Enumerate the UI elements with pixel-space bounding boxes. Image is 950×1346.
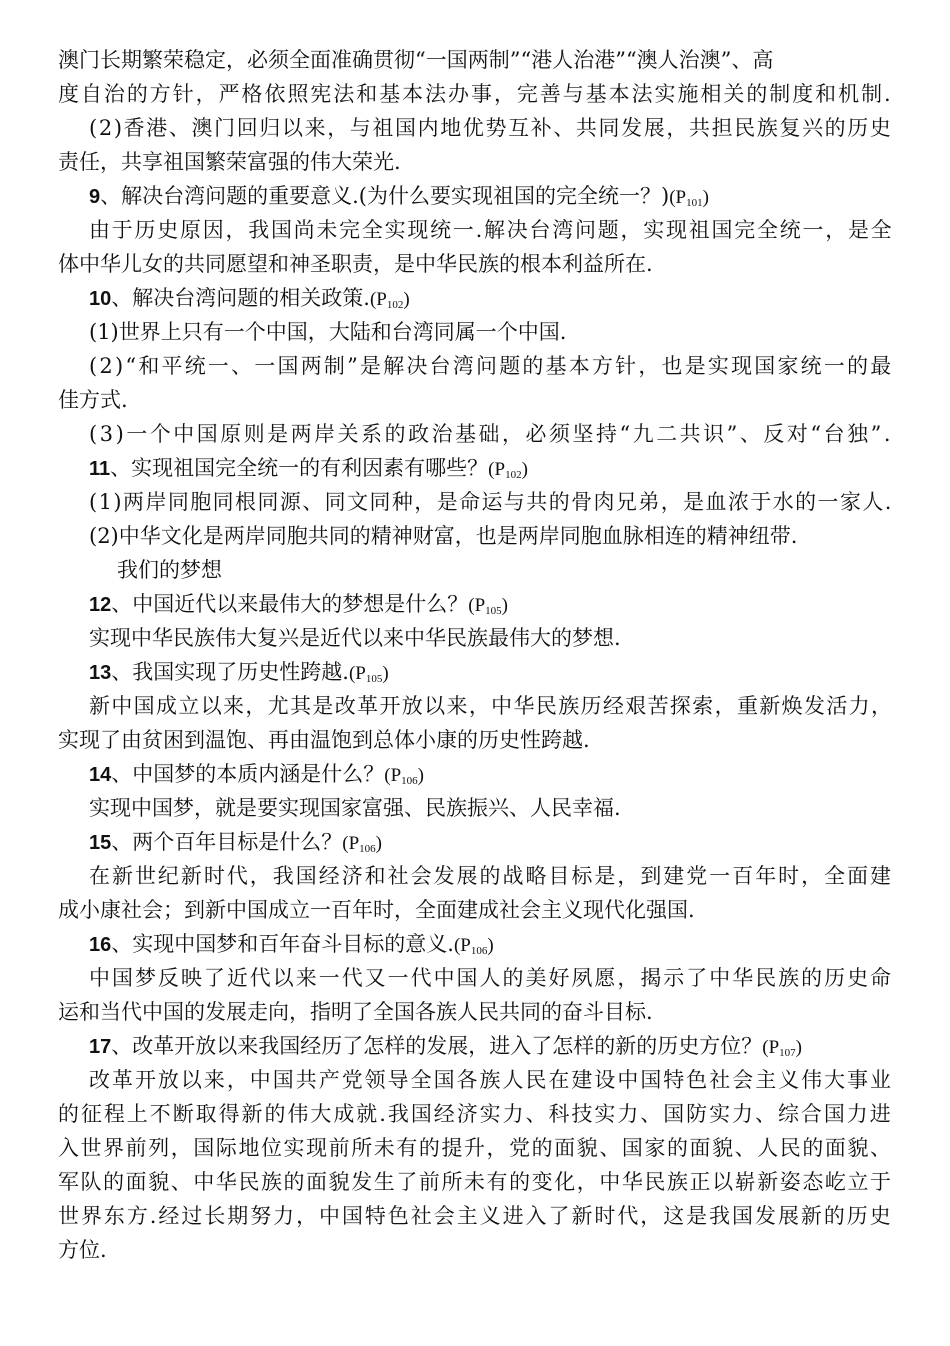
page-reference-letter: P [494,459,506,480]
line-text: 新中国成立以来，尤其是改革开放以来，中华民族历经艰苦探索，重新焕发活力， [89,694,894,718]
page-reference-letter: P [390,765,402,786]
line-text: 我们的梦想 [117,558,222,582]
line-text: (3)一个中国原则是两岸关系的政治基础，必须坚持“九二共识”、反对“台独”. [89,422,894,446]
text-line [58,1135,893,1161]
line-text: (2)中华文化是两岸同胞共同的精神财富，也是两岸同胞血脉相连的精神纽带. [89,524,798,548]
page-reference: $(P_{102})$ [369,289,410,311]
line-text: 改革开放以来，中国共产党领导全国各族人民在建设中国特色社会主义伟大事业 [89,1068,894,1092]
question-heading [89,659,389,692]
line-text: 由于历史原因，我国尚未完全实现统一.解决台湾问题，实现祖国完全统一，是全 [89,218,894,242]
text-line [89,421,893,447]
line-text: 实现中国梦，就是要实现国家富强、民族振兴、人民幸福. [89,796,621,820]
page-reference: $(P_{106})$ [384,765,424,787]
text-line [89,489,893,515]
text-line [58,387,128,413]
page-number: 106 [401,775,418,787]
page-number: 105 [365,673,383,685]
question-heading [89,591,508,624]
page-reference-letter: P [460,935,471,956]
question-heading [89,285,410,318]
text-line [58,1203,893,1229]
question-number: 17 [89,1036,112,1058]
line-text: 澳门长期繁荣稳定，必须全面准确贯彻“一国两制”“港人治港”“澳人治澳”、高 [58,48,774,72]
line-text: 、两个百年目标是什么？ [111,830,343,854]
text-line [89,965,893,991]
question-heading [89,931,494,964]
page-reference-letter: P [348,833,360,854]
page-number: 107 [779,1047,796,1059]
text-line [89,1067,893,1093]
text-line [89,523,797,549]
page-reference-letter: P [355,663,366,684]
line-text: 、实现中国梦和百年奋斗目标的意义. [111,932,454,956]
question-heading [89,455,528,488]
page-number: 102 [505,469,522,481]
page-number: 106 [359,843,376,855]
text-line [117,557,222,583]
question-number: 13 [89,662,112,684]
text-line [89,795,621,821]
line-text: (2)香港、澳门回归以来，与祖国内地优势互补、共同发展，共担民族复兴的历史 [89,116,893,140]
line-text: 世界东方.经过长期努力，中国特色社会主义进入了新时代，这是我国发展新的历史 [58,1204,893,1228]
text-line [58,149,401,175]
text-line [89,625,621,651]
text-line [58,897,695,923]
line-text: 成小康社会；到新中国成立一百年时，全面建成社会主义现代化强国. [58,898,695,922]
text-line [58,727,590,753]
line-text: 体中华儿女的共同愿望和神圣职责，是中华民族的根本利益所在. [58,252,653,276]
line-text: 责任，共享祖国繁荣富强的伟大荣光. [58,150,401,174]
text-line [58,251,653,277]
text-line [89,353,893,379]
page-reference: $(P_{102})$ [488,459,528,481]
text-line [58,1237,107,1263]
page-reference-letter: P [675,187,687,208]
text-line [89,863,893,889]
line-text: 在新世纪新时代，我国经济和社会发展的战略目标是，到建党一百年时，全面建 [89,864,894,888]
question-heading [89,761,424,794]
page-reference: $(P_{101})$ [669,187,709,209]
question-number: 9 [89,186,101,208]
line-text: 佳方式. [58,388,128,412]
page-reference: $(P_{107})$ [762,1037,802,1059]
page-number: 102 [386,299,404,311]
line-text: 、实现祖国完全统一的有利因素有哪些？ [110,456,489,480]
page-reference-letter: P [474,595,486,616]
page-reference-letter: P [376,289,387,310]
line-text: 军队的面貌、中华民族的面貌发生了前所未有的变化，中华民族正以崭新姿态屹立于 [58,1170,893,1194]
page-number: 105 [485,605,502,617]
line-text: 入世界前列，国际地位实现前所未有的提升，党的面貌、国家的面貌、人民的面貌、 [58,1136,893,1160]
text-line [58,47,773,73]
line-text: 的征程上不断取得新的伟大成就.我国经济实力、科技实力、国防实力、综合国力进 [58,1102,893,1126]
line-text: 、中国近代以来最伟大的梦想是什么？ [111,592,469,616]
line-text: 实现中华民族伟大复兴是近代以来中华民族最伟大的梦想. [89,626,621,650]
line-text: 、解决台湾问题的重要意义.(为什么要实现祖国的完全统一？) [100,184,670,208]
text-line [89,115,893,141]
question-number: 14 [89,764,112,786]
page-reference: $(P_{106})$ [342,833,382,855]
page-reference: $(P_{106})$ [453,935,494,957]
question-heading [89,1033,802,1066]
page-number: 106 [470,945,488,957]
question-number: 11 [89,458,111,480]
text-line [58,999,653,1025]
text-line [89,217,893,243]
text-line [58,1101,893,1127]
text-line [89,693,893,719]
line-text: 、改革开放以来我国经历了怎样的发展，进入了怎样的新的历史方位？ [111,1034,763,1058]
line-text: 实现了由贫困到温饱、再由温饱到总体小康的历史性跨越. [58,728,590,752]
page-number: 101 [686,197,703,209]
question-number: 10 [89,288,112,310]
line-text: 、中国梦的本质内涵是什么？ [111,762,385,786]
page-reference: $(P_{105})$ [348,663,389,685]
line-text: 方位. [58,1238,107,1262]
question-number: 12 [89,594,112,616]
question-number: 16 [89,934,112,956]
page-reference: $(P_{105})$ [468,595,508,617]
question-number: 15 [89,832,112,854]
line-text: 、解决台湾问题的相关政策. [111,286,370,310]
line-text: 运和当代中国的发展走向，指明了全国各族人民共同的奋斗目标. [58,1000,653,1024]
text-line [89,319,566,345]
line-text: 、我国实现了历史性跨越. [111,660,349,684]
line-text: 度自治的方针，严格依照宪法和基本法办事，完善与基本法实施相关的制度和机制. [58,82,893,106]
line-text: 中国梦反映了近代以来一代又一代中国人的美好夙愿，揭示了中华民族的历史命 [89,966,894,990]
text-line [58,1169,893,1195]
text-line [58,81,893,107]
line-text: (1)世界上只有一个中国，大陆和台湾同属一个中国. [89,320,567,344]
page-reference-letter: P [768,1037,780,1058]
line-text: (2)“和平统一、一国两制”是解决台湾问题的基本方针，也是实现国家统一的最 [89,354,894,378]
line-text: (1)两岸同胞同根同源、同文同种，是命运与共的骨肉兄弟，是血浓于水的一家人. [89,490,893,514]
question-heading [89,183,709,216]
question-heading [89,829,382,862]
